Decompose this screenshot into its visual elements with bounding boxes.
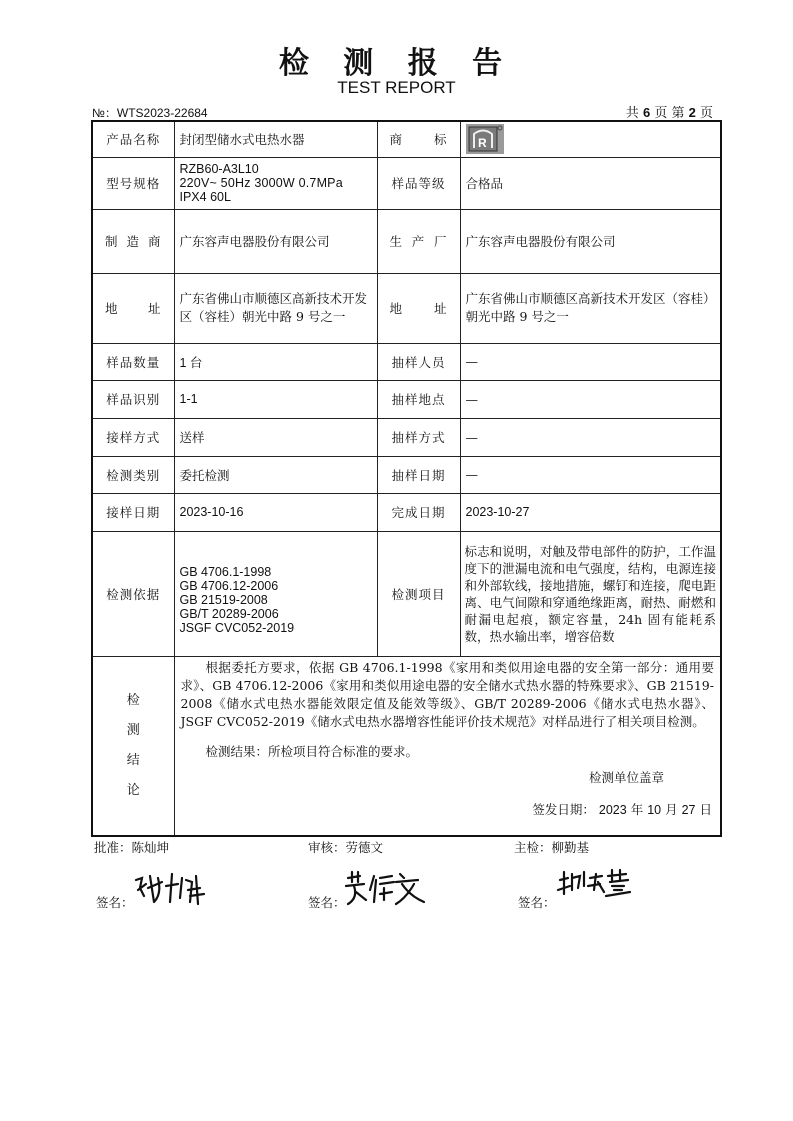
basis-value	[174, 531, 377, 656]
factory-address-value: 广东省佛山市顺德区高新技术开发区（容桂）朝光中路 9 号之一	[460, 273, 721, 343]
table-row	[92, 456, 721, 493]
report-table	[91, 120, 722, 837]
sampler-label: 抽样人员	[377, 343, 460, 380]
brand-logo-icon	[466, 124, 504, 154]
conclusion-body	[174, 656, 721, 836]
basis-standard: JSGF CVC052-2019	[179, 620, 295, 635]
approver-sign-label: 签名：	[96, 895, 134, 910]
reviewer: 审核：劳德文	[308, 840, 384, 855]
conclusion-label: 检 测 结 论	[92, 656, 174, 836]
model-value: RZB60-A3L10 220V~ 50Hz 3000W 0.7MPa IPX4 60L	[174, 157, 377, 209]
basis-standard: GB 21519-2008	[179, 592, 268, 607]
items-value: 标志和说明，对触及带电部件的防护，工作温度下的泄漏电流和电气强度，结构，电源连接和外部软线，接地措施，螺钉和连接，爬电距离、电气间隙和穿通绝缘距离，耐热、耐燃和耐漏电起痕，额定容量，24h 固有能耗系数，热水输出率，增容倍数	[460, 531, 721, 656]
factory-value: 广东容声电器股份有限公司	[460, 209, 721, 273]
address-label: 地 址	[92, 273, 174, 343]
product-name-label: 产品名称	[92, 121, 174, 157]
page-indicator: 共 6 页 第 2 页	[625, 105, 713, 121]
sample-place-label: 抽样地点	[377, 380, 460, 418]
sample-id-label: 样品识别	[92, 380, 174, 418]
table-row	[92, 343, 721, 380]
receive-date-value: 2023-10-16	[174, 493, 377, 531]
table-row	[92, 121, 721, 157]
basis-label: 检测依据	[92, 531, 174, 656]
conclusion-result: 检测结果：所检项目符合标准的要求。	[205, 743, 419, 759]
inspector: 主检：柳勤基	[514, 840, 590, 855]
factory-address-label: 地 址	[377, 273, 460, 343]
sampling-method-label: 抽样方式	[377, 418, 460, 456]
table-row	[92, 380, 721, 418]
qty-label: 样品数量	[92, 343, 174, 380]
inspector-sign-label: 签名：	[518, 895, 556, 910]
report-number: №：WTS2023-22684	[92, 106, 208, 120]
table-row	[92, 656, 721, 836]
sampling-method-value: —	[460, 418, 721, 456]
factory-label: 生 产 厂	[377, 209, 460, 273]
approver: 批准：陈灿坤	[94, 840, 170, 855]
finish-date-label: 完成日期	[377, 493, 460, 531]
table-row	[92, 418, 721, 456]
basis-standard: GB 4706.1-1998	[179, 564, 272, 579]
table-row	[92, 209, 721, 273]
grade-label: 样品等级	[377, 157, 460, 209]
table-row	[92, 531, 721, 656]
address-value: 广东省佛山市顺德区高新技术开发区（容桂）朝光中路 9 号之一	[174, 273, 377, 343]
basis-standard: GB/T 20289-2006	[179, 606, 279, 621]
approver-signature-icon	[132, 868, 222, 908]
manufacturer-label: 制 造 商	[92, 209, 174, 273]
report-subtitle: TEST REPORT	[337, 78, 456, 97]
test-type-label: 检测类别	[92, 456, 174, 493]
report-title: 检 测 报 告	[278, 46, 515, 81]
sampling-date-value: —	[460, 456, 721, 493]
finish-date-value: 2023-10-27	[460, 493, 721, 531]
stamp-note: 检测单位盖章	[588, 769, 664, 785]
receive-date-label: 接样日期	[92, 493, 174, 531]
sampler-value: —	[460, 343, 721, 380]
reviewer-sign-label: 签名：	[308, 895, 346, 910]
table-row	[92, 157, 721, 209]
reviewer-signature-icon	[344, 868, 434, 908]
table-row	[92, 493, 721, 531]
basis-standard: GB 4706.12-2006	[179, 578, 279, 593]
svg-text:R: R	[477, 136, 487, 151]
model-label: 型号规格	[92, 157, 174, 209]
trademark-label: 商 标	[377, 121, 460, 157]
receive-method-label: 接样方式	[92, 418, 174, 456]
product-name-value: 封闭型储水式电热水器	[174, 121, 377, 157]
manufacturer-value: 广东容声电器股份有限公司	[174, 209, 377, 273]
trademark-value	[460, 121, 721, 157]
issue-date: 签发日期： 2023 年 10 月 27 日	[532, 801, 712, 817]
qty-value: 1 台	[174, 343, 377, 380]
grade-value: 合格品	[460, 157, 721, 209]
test-type-value: 委托检测	[174, 456, 377, 493]
sample-id-value: 1-1	[174, 380, 377, 418]
items-label: 检测项目	[377, 531, 460, 656]
inspector-signature-icon	[556, 868, 646, 908]
table-row	[92, 273, 721, 343]
receive-method-value: 送样	[174, 418, 377, 456]
conclusion-text: 根据委托方要求，依据 GB 4706.1-1998《家用和类似用途电器的安全第一部分：通用要求》、GB 4706.12-2006《家用和类似用途电器的安全储水式热水器的特殊要求》、GB 21519-2008《储水式电热水器能效限定值及能效等级》、GB/T 20289-2006《储水式电热水器》、JSGF CVC052-2019《储水式电热水器增容性能评价技术规范》对样品进行了相关项目检测。	[180, 659, 714, 729]
sampling-date-label: 抽样日期	[377, 456, 460, 493]
sample-place-value: —	[460, 380, 721, 418]
